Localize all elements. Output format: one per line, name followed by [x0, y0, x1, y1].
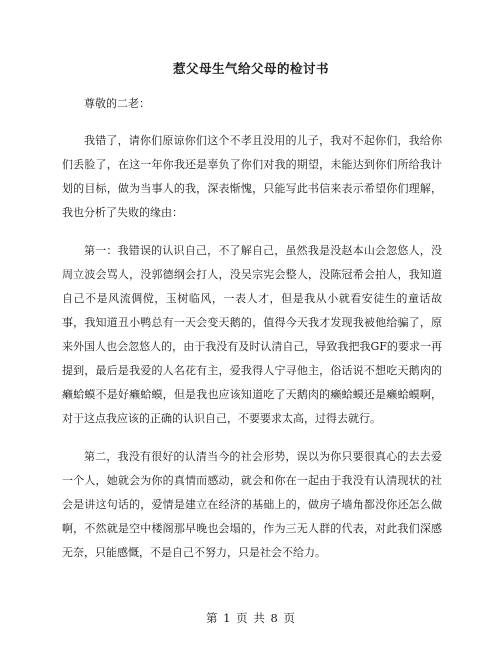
salutation: 尊敬的二老：	[84, 97, 150, 110]
document-body	[62, 92, 442, 579]
paragraph-reason-one: 第一：我错误的认识自己，不了解自己，虽然我是没赵本山会忽悠人，没周立波会骂人，没郭德纲会打人，没吴宗宪会整人，没陈冠希会拍人，我知道自己不是风流倜傥，玉树临风，一表人才，但是我从小就看安徒生的童话故事，我知道丑小鸭总有一天会变天鹅的，值得今天我才发现我被他给骗了，原来外国人也会忽悠人的，由于我没有及时认清自己，导致我把我GF的要求一再提到，最后是我爱的人名花有主，爱我得人宁寻他主，俗话说不想吃天鹅肉的癞蛤蟆不是好癞蛤蟆，但是我也应该知道吃了天鹅肉的癞蛤蟆还是癞蛤蟆啊，对于这点我应该的正确的认识自己，不要要求太高，过得去就行。	[62, 244, 442, 425]
paragraph-apology: 我错了，请你们原谅你们这个不孝且没用的儿子，我对不起你们，我给你们丢脸了，在这一年你我还是辜负了你们对我的期望，未能达到你们所给我计划的目标，做为当事人的我，深表惭愧，只能写此书信来表示希望你们理解，我也分析了失败的缘由：	[62, 134, 442, 219]
page-number: 第 1 页 共 8 页	[206, 611, 296, 625]
document-title: 惹父母生气给父母的检讨书	[172, 61, 329, 76]
paragraph-reason-two: 第二，我没有很好的认清当今的社会形势，误以为你只要很真心的去去爱一个人，她就会为你的真情而感动，就会和你在一起由于我没有认清现状的社会是讲这句话的，爱情是建立在经济的基础上的，做房子墙角都没你还怎么做啊，不然就是空中楼阁那早晚也会塌的，作为三无人群的代表，对此我们深感无奈，只能感慨，不是自己不努力，只是社会不给力。	[62, 450, 442, 559]
